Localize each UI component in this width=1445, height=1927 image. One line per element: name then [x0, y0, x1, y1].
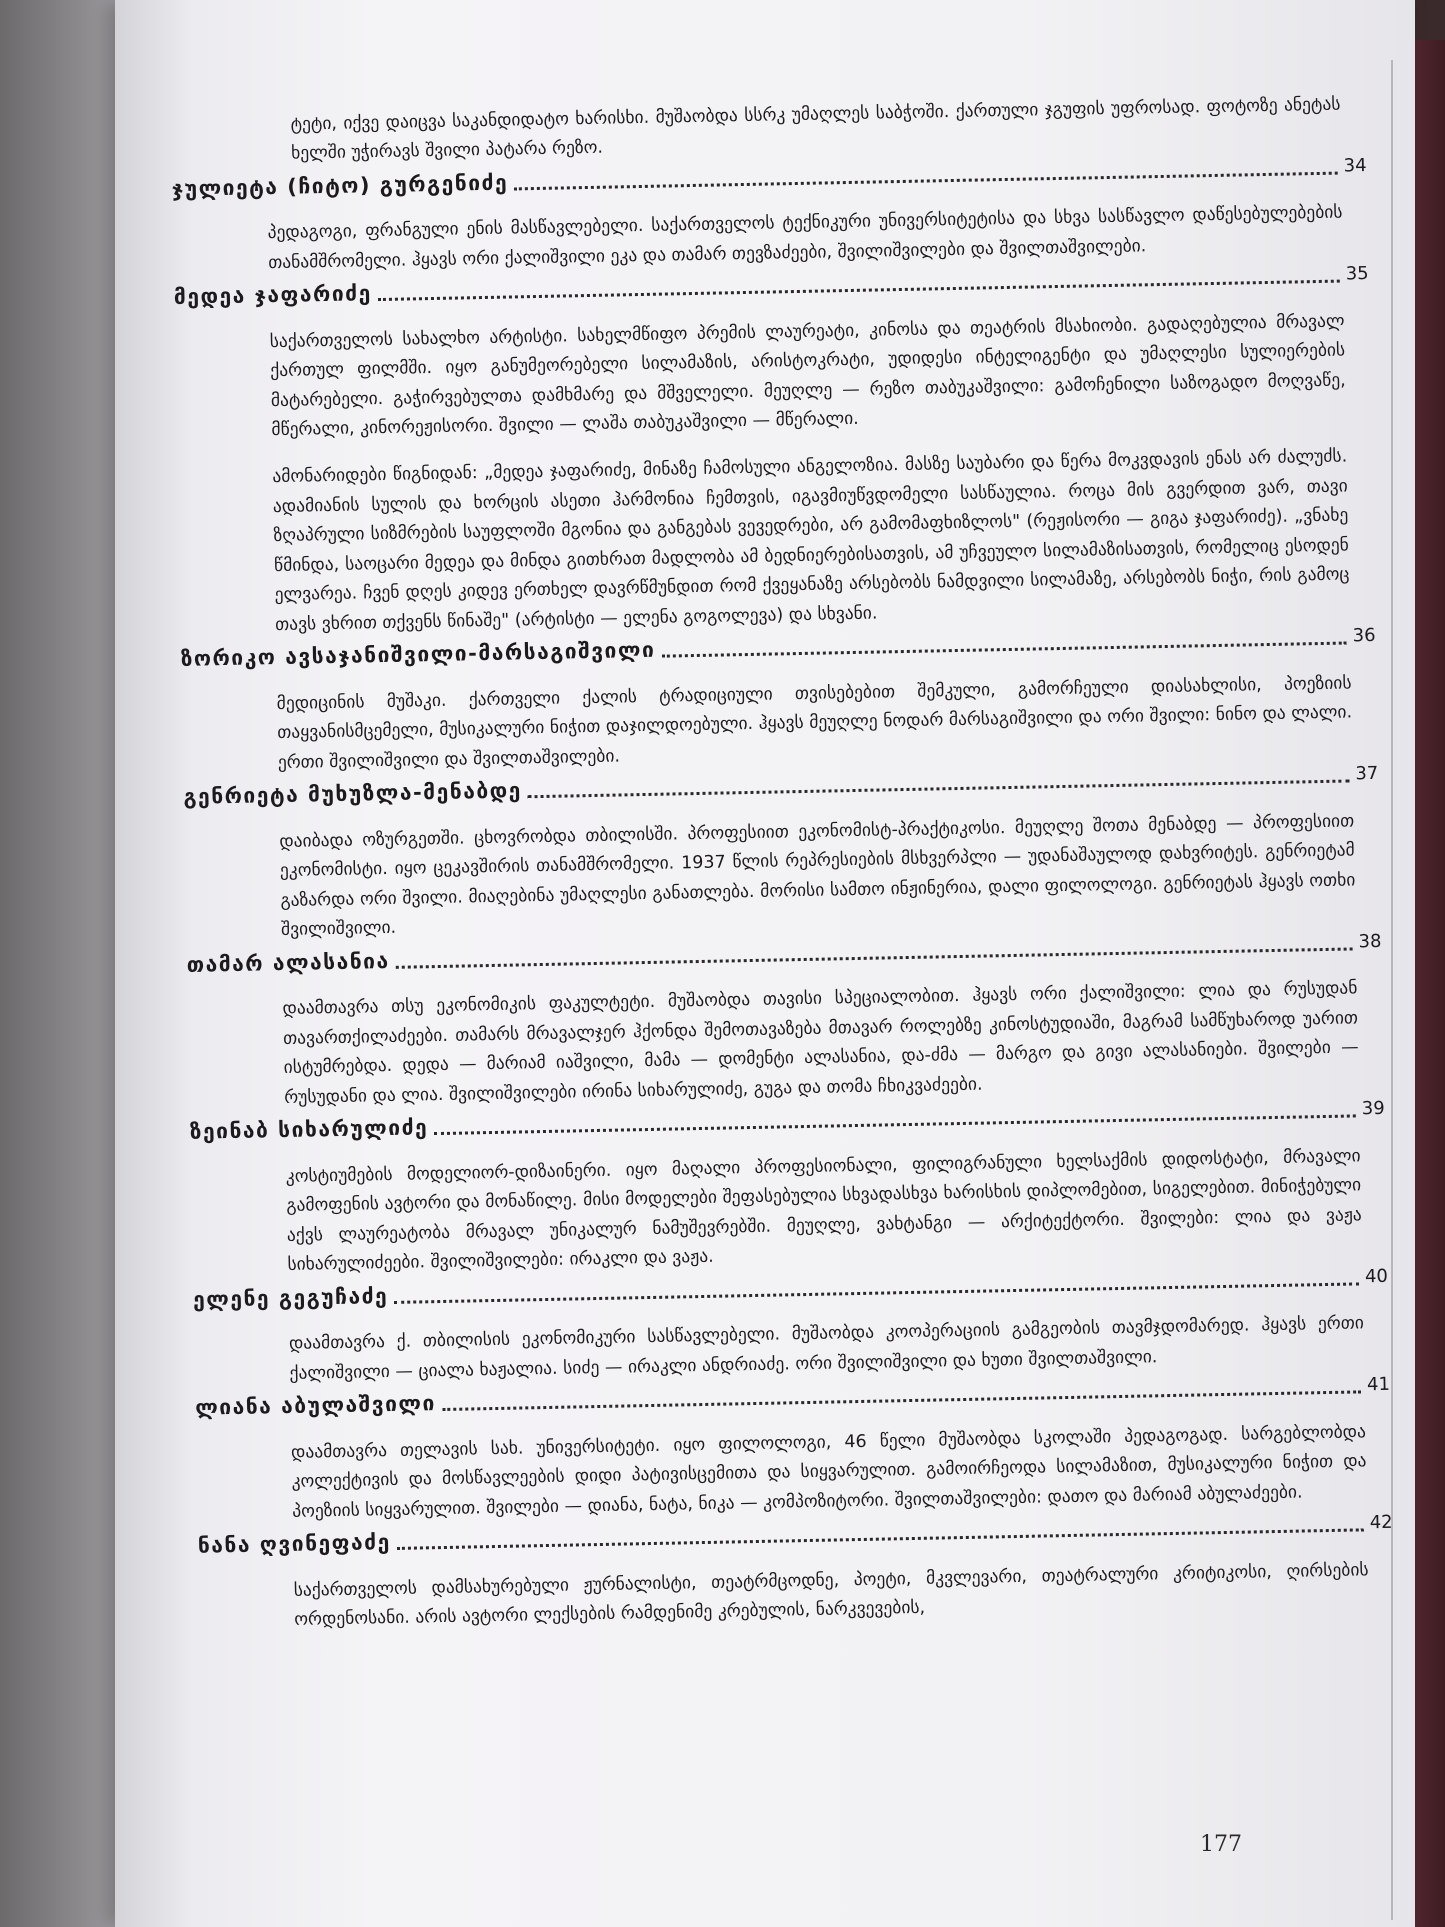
entry-page-number: 35: [1345, 263, 1369, 285]
entry-text: კოსტიუმების მოდელიორ-დიზაინერი. იყო მაღალი პროფესიონალი, ფილიგრანული ხელსაქმის დიდოსტატი, მრავალი გამოფენის ავტორი და მონაწილე. მისი მოდელები შეფასებულია სხვადასხვა ხარისხის დიპლომებით, სიგელებით. მინიჭებული აქვს ლაურეატობა მრავალ უნიკალურ ნამუშევრებში. მეუღლე, ვახტანგი — არქიტექტორი. შვილები: ლია და ვაჟა სიხარულიძეები. შვილიშვილები: ირაკლი და ვაჟა.: [285, 1145, 1362, 1275]
entry-quote-text: ამონარიდები წიგნიდან: „მედეა ჯაფარიძე, მინაზე ჩამოსული ანგელოზია. მასზე საუბარი და წერა მოკვდავის ენას არ ძალუძს. ადამიანის სულის და ხორცის ასეთი ჰარმონია ჩემთვის, იგავმიუწვდომელი სასწაულია. როცა მის გვერდით ვარ, თავი ზღაპრული სიზმრების საუფლოში მგონია და განგებას ვევედრები, არ გამომაფხიზლოს" (რეჟისორი — გიგა ჯაფარიძე). „ვნახე წმინდა, საოცარი მედეა და მინდა გითხრათ მადლობა ამ ბედნიერებისათვის, ამ უჩვეულო სილამაზისათვის, რომელიც ესოდენ ელვარეა. ჩვენ დღეს კიდევ ერთხელ დავრწმუნდით რომ ქვეყანაზე არსებობს ნამდვილი სილამაზე, არსებობს ნიჭი, რის გამოც თავს ვხრით თქვენს წინაშე" (არტისტი — ელენა გოგოლევა) და სხვანი.: [272, 446, 1350, 635]
leader-dots: [396, 947, 1353, 968]
entry-text: საქართველოს სახალხო არტისტი. სახელმწიფო პრემის ლაურეატი, კინოსა და თეატრის მსახიობი. გადაღებულია მრავალ ქართულ ფილმში. იყო განუმეორებელი სილამაზის, არისტოკრატი, უდიდესი ინტელიგენტი და უმაღლესი სულიერების მატარებელი. გაჭირვებულთა დამხმარე და მშველელი. მეუღლე — რეზო თაბუკაშვილი: გამოჩენილი საზოგადო მოღვაწე, მწერალი, კინორეჟისორი. შვილი — ლაშა თაბუკაშვილი — მწერალი.: [269, 310, 1346, 441]
entry-text: დაიბადა ოზურგეთში. ცხოვრობდა თბილისში. პროფესიით ეკონომისტ-პრაქტიკოსი. მეუღლე შოთა მენაბდე — პროფესიით ეკონომისტი. იყო ცეკავშირის თანამშრომელი. 1937 წლის რეპრესიების მსხვერპლი — უდანაშაულოდ დახვრიტეს. გენრიეტამ გაზარდა ორი შვილი. მიაღებინა უმაღლესი განათლება. მორისი სამთო ინჟინერია, დალი ფილოლოგი. გენრიეტას ჰყავს ოთხი შვილიშვილი.: [279, 810, 1356, 941]
page-content: [170, 72, 1394, 1639]
book-page: [115, 0, 1415, 1927]
entry-page-number: 37: [1355, 762, 1379, 785]
entry-page-number: 41: [1366, 1373, 1391, 1396]
entry-page-number: 39: [1361, 1097, 1385, 1120]
entry-sikharulidze: [190, 1094, 1388, 1282]
entry-page-number: 42: [1369, 1511, 1393, 1534]
entry-alasania: [186, 926, 1384, 1114]
entry-page-number: 36: [1352, 624, 1376, 647]
entry-text: დაამთავრა ქ. თბილისის ეკონომიკური სასწავლებელი. მუშაობდა კოოპერაციის გამგეობის თავმჯდომარედ. ჰყავს ერთი ქალიშვილი — ციალა ხაჟალია. სიძე — ირაკლი ანდრიაძე. ორი შვილიშვილი და ხუთი შვილთაშვილი.: [288, 1313, 1364, 1384]
leader-dots: [378, 280, 1340, 301]
entry-name: ზორიკო ავსაჯანიშვილი-მარსაგიშვილი: [180, 637, 656, 671]
entry-text: დაამთავრა თსუ ეკონომიკის ფაკულტეტი. მუშაობდა თავისი სპეციალობით. ჰყავს ორი ქალიშვილი: ლია და რუსუდან თავართქილაძეები. თამარს მრავალჯერ ჰქონდა შემოთავაზება მთავარ როლებზე კინოსტუდიაში, მაგრამ სამწუხაროდ უარით ისტუმრებდა. დედა — მარიამ იაშვილი, მამა — დომენტი ალასანია, და-ძმა — მარგო და გივი ალასანიები. შვილები — რუსუდანი და ლია. შვილიშვილები ირინა სიხარულიძე, გუგა და თომა ჩხიკვაძეები.: [282, 978, 1359, 1108]
entry-japaridze: [174, 259, 1376, 642]
entry-name: ლიანა აბულაშვილი: [194, 1391, 437, 1420]
entry-name: მედეა ჯაფარიძე: [173, 281, 372, 309]
entry-text: საქართველოს დამსახურებული ჟურნალისტი, თეატრმცოდნე, პოეტი, მკვლევარი, თეატრალური კრიტიკოსი, ღირსების ორდენოსანი. არის ავტორი ლექსების რამდენიმე კრებულის, ნარკვევების,: [293, 1559, 1369, 1630]
leader-dots: [514, 171, 1338, 190]
leader-dots: [661, 642, 1346, 658]
entry-text: დაამთავრა თელავის სახ. უნივერსიტეტი. იყო ფილოლოგი, 46 წელი მუშაობდა სკოლაში პედაგოგად. სარგებლობდა კოლექტივის და მოსწავლეების დიდი პატივისცემითა და სიყვარულით. გამოირჩეოდა სილამაზით, მუსიკალური ნიჭით და პოეზიის სიყვარულით. შვილები — დიანა, ნატა, ნიკა — კომპოზიტორი. შვილთაშვილები: დათო და მარიამ აბულაძეები.: [290, 1421, 1367, 1522]
entry-avsajanishvili: [181, 621, 1378, 780]
entry-page-number: 38: [1358, 930, 1382, 952]
entry-mukhuzla: [183, 759, 1381, 947]
entry-name: თამარ ალასანია: [186, 948, 390, 977]
entry-text: პედაგოგი, ფრანგული ენის მასწავლებელი. საქართველოს ტექნიკური უნივერსიტეტისა და სხვა სასწავლო დაწესებულებების თანამშრომელი. ჰყავს ორი ქალიშვილი ეკა და თამარ თევზაძეები, შვილიშვილები და შვილთაშვილები.: [267, 202, 1343, 273]
entry-name: ჯულიეტა (ჩიტო) გურგენიძე: [171, 170, 509, 201]
entry-text: მედიცინის მუშაკი. ქართველი ქალის ტრადიციული თვისებებით შემკული, გამორჩეული დიასახლისი, პოეზიის თაყვანისმცემელი, მუსიკალური ნიჭით დაჯილდოებული. ჰყავს მეუღლე ნოდარ მარსაგიშვილი და ორი შვილი: ნინო და ლალი. ერთი შვილიშვილი და შვილთაშვილები.: [276, 672, 1353, 773]
page-number: 177: [1200, 1832, 1242, 1857]
page-edge-line: [1391, 60, 1393, 1920]
entry-name: ნანა ღვინეფაძე: [197, 1530, 391, 1558]
entry-page-number: 34: [1343, 154, 1367, 176]
leader-dots: [434, 1114, 1356, 1135]
entry-name: ელენე გეგუჩაძე: [192, 1283, 389, 1312]
leader-dots: [528, 779, 1350, 798]
entry-abulashvili: [195, 1370, 1392, 1529]
leader-dots: [442, 1390, 1361, 1411]
entry-geguchadze: [193, 1261, 1390, 1390]
entry-page-number: 40: [1364, 1265, 1389, 1287]
entry-gurgenidze: [172, 151, 1369, 280]
entry-name: გენრიეტა მუხუზლა-მენაბდე: [183, 778, 523, 809]
entry-name: ზეინაბ სიხარულიძე: [189, 1115, 429, 1144]
intro-paragraph: ტეტი, იქვე დაიცვა საკანდიდატო ხარისხი. მუშაობდა სსრკ უმაღლეს საბჭოში. ქართული ჯგუფის უფროსად. ფოტოზე ანეტას ხელში უჭირავს შვილი პატარა რეზო.: [290, 94, 1341, 164]
entry-ghvinepadze: [198, 1508, 1395, 1637]
leader-dots: [397, 1528, 1364, 1550]
leader-dots: [394, 1282, 1359, 1304]
